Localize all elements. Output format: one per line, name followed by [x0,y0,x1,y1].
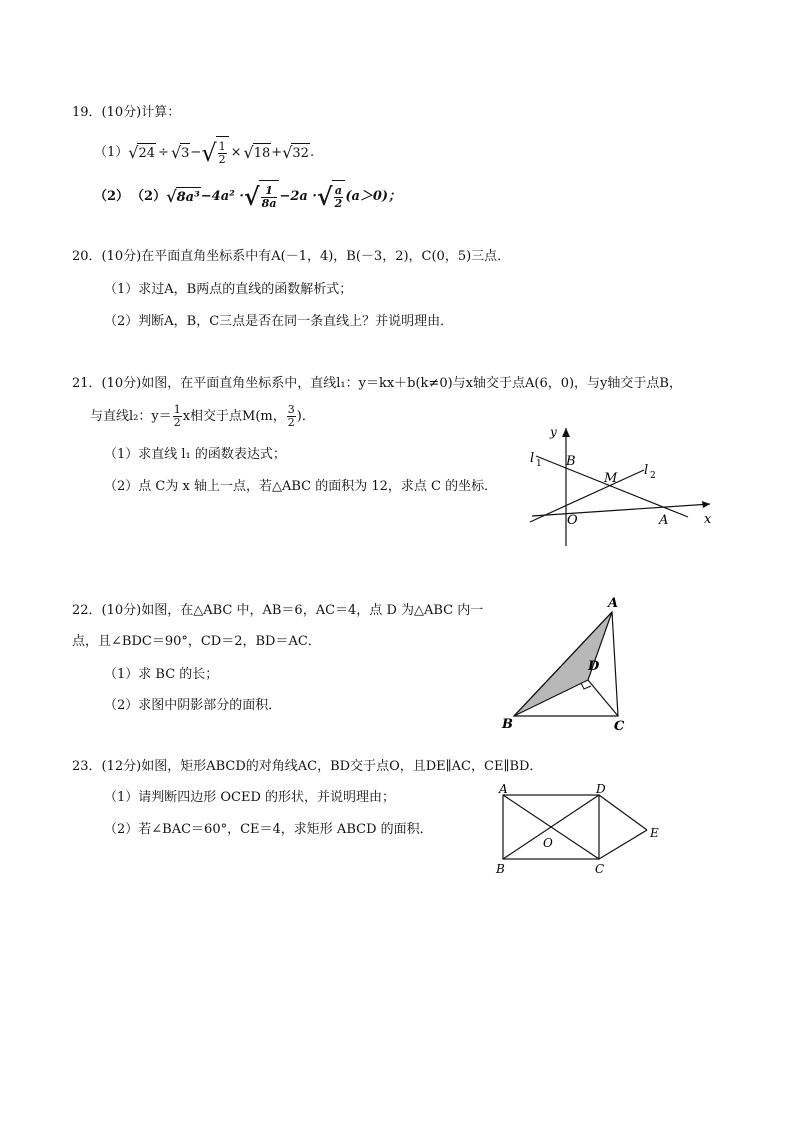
label-A: A [659,513,669,528]
label-l1: l [530,451,535,466]
label-D: D [588,659,600,674]
segment-ce [599,830,647,859]
label-x: x [704,512,712,527]
label-C: C [595,862,605,876]
q21-part2: （2）点 C为 x 轴上一点，若△ABC 的面积为 12，求点 C 的坐标． [104,479,498,494]
y-axis-arrow [562,428,570,437]
q19-part2-label-repeat: （2） [131,189,167,204]
label-C: C [614,719,625,734]
q22-heading-line2: 点，且∠BDC＝90°，CD＝2，BD＝AC． [72,634,321,649]
q19-part2-label: （2） [94,189,130,204]
q22-part1: （1）求 BC 的长； [104,667,219,682]
label-l2: l [644,463,649,478]
line-l2 [530,470,644,522]
label-B: B [502,717,513,732]
q22-part2: （2）求图中阴影部分的面积． [104,698,282,713]
x-axis-arrow [702,501,710,508]
label-l2-sub: 2 [650,471,656,481]
q20-part1: （1）求过A，B两点的直线的函数解析式； [104,282,353,297]
segment-dc [588,680,618,716]
segment-de [599,795,647,830]
q21-part1: （1）求直线 l₁ 的函数表达式； [104,447,286,462]
q22-figure [498,590,638,736]
label-O: O [567,513,578,528]
label-y: y [550,425,557,439]
sqrt-32: √ 32 [282,143,309,162]
q21-heading: 21．(10分)如图，在平面直角坐标系中，直线l₁：y＝kx＋b(k≠0)与x轴交于点A(6，0)，与y轴交于点B， [72,376,682,391]
q21-figure [520,420,720,550]
sqrt-18: √ 18 [243,143,271,162]
q19-part1: （1） √ 24 ÷ √ 3 − √ $\frac{1}{2}$ × √ 18 + √ 32 . [94,136,314,170]
label-A: A [499,782,508,796]
q23-part1: （1）请判断四边形 OCED 的形状，并说明理由； [104,790,396,805]
q23-figure [492,780,674,880]
q19-part1-label: （1） [94,145,129,160]
q22-heading-line1: 22．(10分)如图，在△ABC 中，AB＝6，AC＝4，点 D 为△ABC 内一 [72,603,484,618]
sqrt-3: √ 3 [170,143,190,162]
sqrt-8a3: √ 8a³ [166,187,200,206]
sqrt-1-over-8a: √ $\frac{1}{8a}$ [244,180,280,214]
label-O: O [543,836,553,850]
q23-heading: 23．(12分)如图，矩形ABCD的对角线AC，BD交于点O，且DE∥AC，CE∥BD． [72,759,543,774]
label-B: B [566,454,576,469]
q20-part2: （2）判断A，B，C三点是否在同一条直线上？并说明理由． [104,314,454,329]
sqrt-24: √ 24 [128,143,156,162]
label-D: D [596,782,606,796]
q23-part2: （2）若∠BAC＝60°，CE＝4，求矩形 ABCD 的面积． [104,822,433,837]
sqrt-half: √ $\frac{1}{2}$ [201,136,228,170]
label-A: A [608,596,619,611]
q19-heading: 19．(10分)计算： [72,105,181,120]
sqrt-a-over-2: √ $\frac{a}{2}$ [317,180,345,214]
x-axis [532,504,710,516]
q21-line2: 与直线l₂：y＝ $\frac{1}{2}$ x相交于点M(m， $\frac{3}{2}$ )． [90,403,315,429]
label-B: B [496,862,505,876]
q19-part2: （2） （2） √ 8a³ −4a² · √ $\frac{1}{8a}$ −2a · √ $\frac{a}{2}$ (a＞0)； [94,180,401,214]
label-E: E [650,826,659,840]
right-angle-marker [581,683,591,689]
label-M: M [604,471,618,486]
label-l1-sub: 1 [536,459,542,469]
line-l1 [536,456,688,517]
q20-heading: 20．(10分)在平面直角坐标系中有A(－1，4)，B(－3，2)，C(0，5)三点． [72,249,511,264]
